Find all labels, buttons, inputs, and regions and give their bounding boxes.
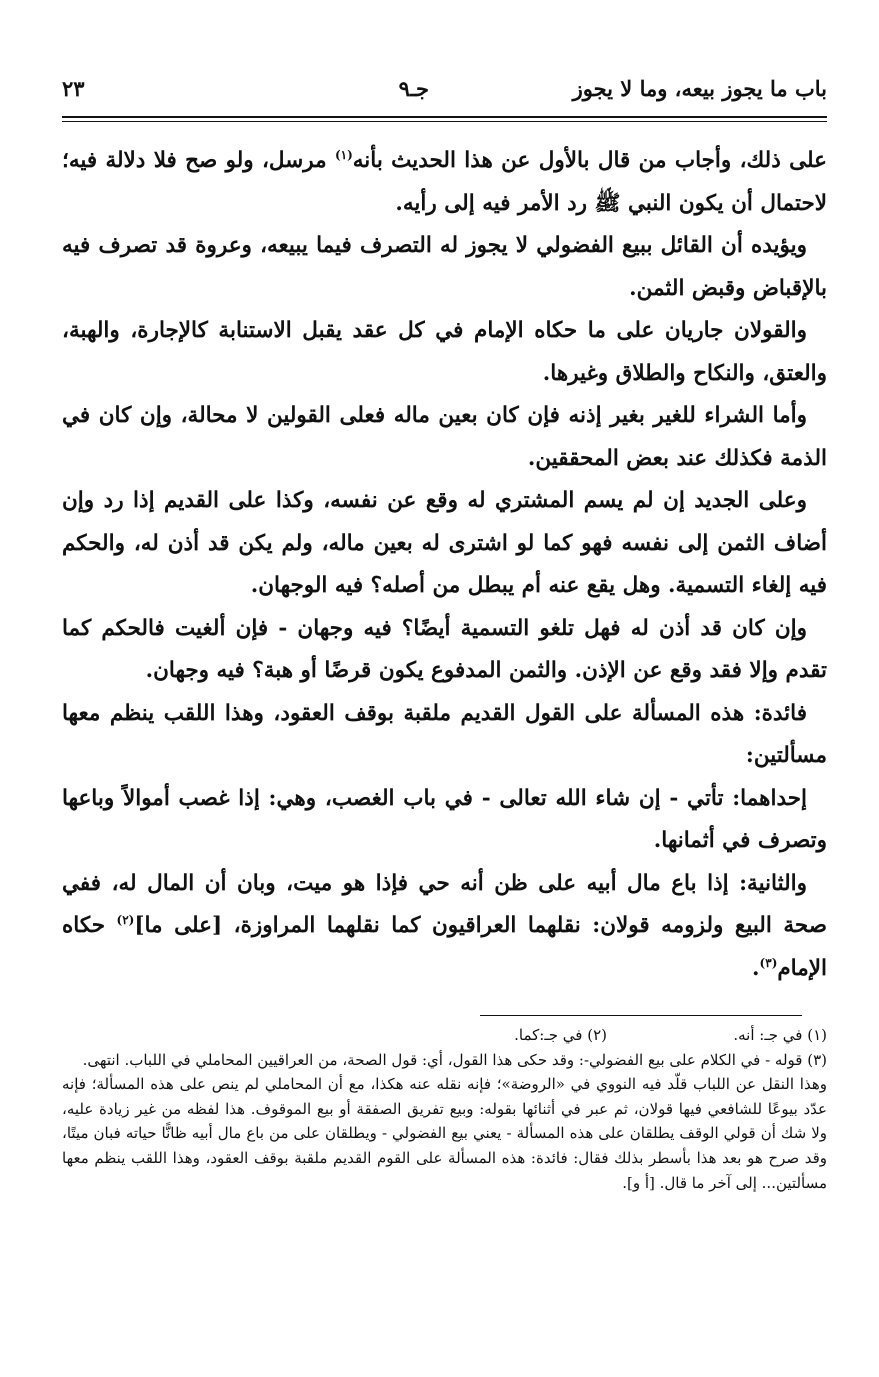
page-number: ٢٣ <box>62 76 85 101</box>
paragraph-1-text-a: على ذلك، وأجاب من قال بالأول عن هذا الحديث بأنه <box>352 148 827 173</box>
footnote-3-continuation: وهذا النقل عن اللباب قلّد فيه النووي في «الروضة»؛ فإنه نقله عنه هكذا، مع أن المحاملي لم ينص على هذه المسألة؛ فإنه عدّد بيوعًا للشافعي فيها قولان، ثم عبر في أثنائها بقوله: وبيع تفريق الصفقة أو بيع الموقوف. هذا لفظه من غير زيادة عليه، ولا شك أن قولي الوقف يطلقان على هذه المسألة - يعني بيع الفضولي - ويطلقان على من باع مال أبيه ظانًّا حياته فبان ميتًا، وقد صرح هو بعد هذا بأسطر بذلك فقال: فائدة: هذه المسألة على القوم القديم ملقبة بوقف العقود، وهذا اللقب ينظم معها مسألتين... إلى آخر ما قال. [أ و]. <box>62 1075 827 1192</box>
paragraph-9-text-c: . <box>752 955 760 981</box>
footnote-separator <box>480 1015 802 1016</box>
footnote-2: (٢) في جـ:كما. <box>514 1026 607 1044</box>
paragraph-8: إحداهما: تأتي - إن شاء الله تعالى - في باب الغصب، وهي: إذا غصب أموالاً وباعها وتصرف في أثمانها. <box>62 785 827 853</box>
paragraph-9-text-b: حكاه الإمام <box>62 913 827 981</box>
paragraph-1-text-b: مرسل، ولو صح فلا دلالة فيه؛ لاحتمال أن يكون النبي ﷺ رد الأمر فيه إلى رأيه. <box>62 148 827 216</box>
main-text <box>62 140 827 990</box>
paragraph-6: وإن كان قد أذن له فهل تلغو التسمية أيضًا؟ فيه وجهان - فإن ألغيت فالحكم كما تقدم وإلا فقد وقع عن الإذن. والثمن المدفوع يكون قرضًا أو هبة؟ فيه وجهان. <box>62 615 827 683</box>
page-header <box>62 72 827 108</box>
paragraph-2: ويؤيده أن القائل ببيع الفضولي لا يجوز له التصرف فيما يبيعه، وعروة قد تصرف فيه بالإقباض وقبض الثمن. <box>62 233 827 301</box>
paragraph-1 <box>62 140 827 225</box>
header-rule-thick <box>62 116 827 118</box>
volume-marker: جـ٩ <box>398 76 429 101</box>
paragraph-7: فائدة: هذه المسألة على القول القديم ملقبة بوقف العقود، وهذا اللقب ينظم معها مسألتين: <box>62 700 827 768</box>
paragraph-3: والقولان جاريان على ما حكاه الإمام في كل عقد يقبل الاستنابة كالإجارة، والهبة، والعتق، والنكاح والطلاق وغيرها. <box>62 318 827 386</box>
running-title: باب ما يجوز بيعه، وما لا يجوز <box>572 76 827 101</box>
paragraph-5: وعلى الجديد إن لم يسم المشتري له وقع عن نفسه، وكذا على القديم إذا رد وإن أضاف الثمن إلى نفسه فهو كما لو اشترى له بعين ماله، ولم يكن قد أذن له، والحكم فيه إلغاء التسمية. وهل يقع عنه أم يبطل من أصله؟ فيه الوجهان. <box>62 488 827 598</box>
footnote-1: (١) في جـ: أنه. <box>733 1026 827 1044</box>
paragraph-9-text-a: والثانية: إذا باع مال أبيه على ظن أنه حي فإذا هو ميت، وبان أن المال له، ففي صحة البيع ولزومه قولان: نقلهما العراقيون كما نقلهما المراوزة، [على ما] <box>62 870 828 938</box>
footnotes <box>62 1023 827 1195</box>
footnote-ref-1: (١) <box>334 147 353 162</box>
header-rule-thin <box>62 121 827 122</box>
footnote-row-1-2 <box>62 1023 827 1048</box>
paragraph-4: وأما الشراء للغير بغير إذنه فإن كان بعين ماله فعلى القولين لا محالة، وإن كان في الذمة فكذلك عند بعض المحققين. <box>62 403 827 471</box>
footnote-3: (٣) قوله - في الكلام على بيع الفضولي-: وقد حكى هذا القول، أي: قول الصحة، من العراقيين المحاملي في اللباب. انتهى. <box>82 1050 827 1069</box>
footnote-ref-2: (٢) <box>116 912 135 927</box>
paragraph-9 <box>62 863 827 991</box>
footnote-ref-3: (٣) <box>759 955 778 970</box>
